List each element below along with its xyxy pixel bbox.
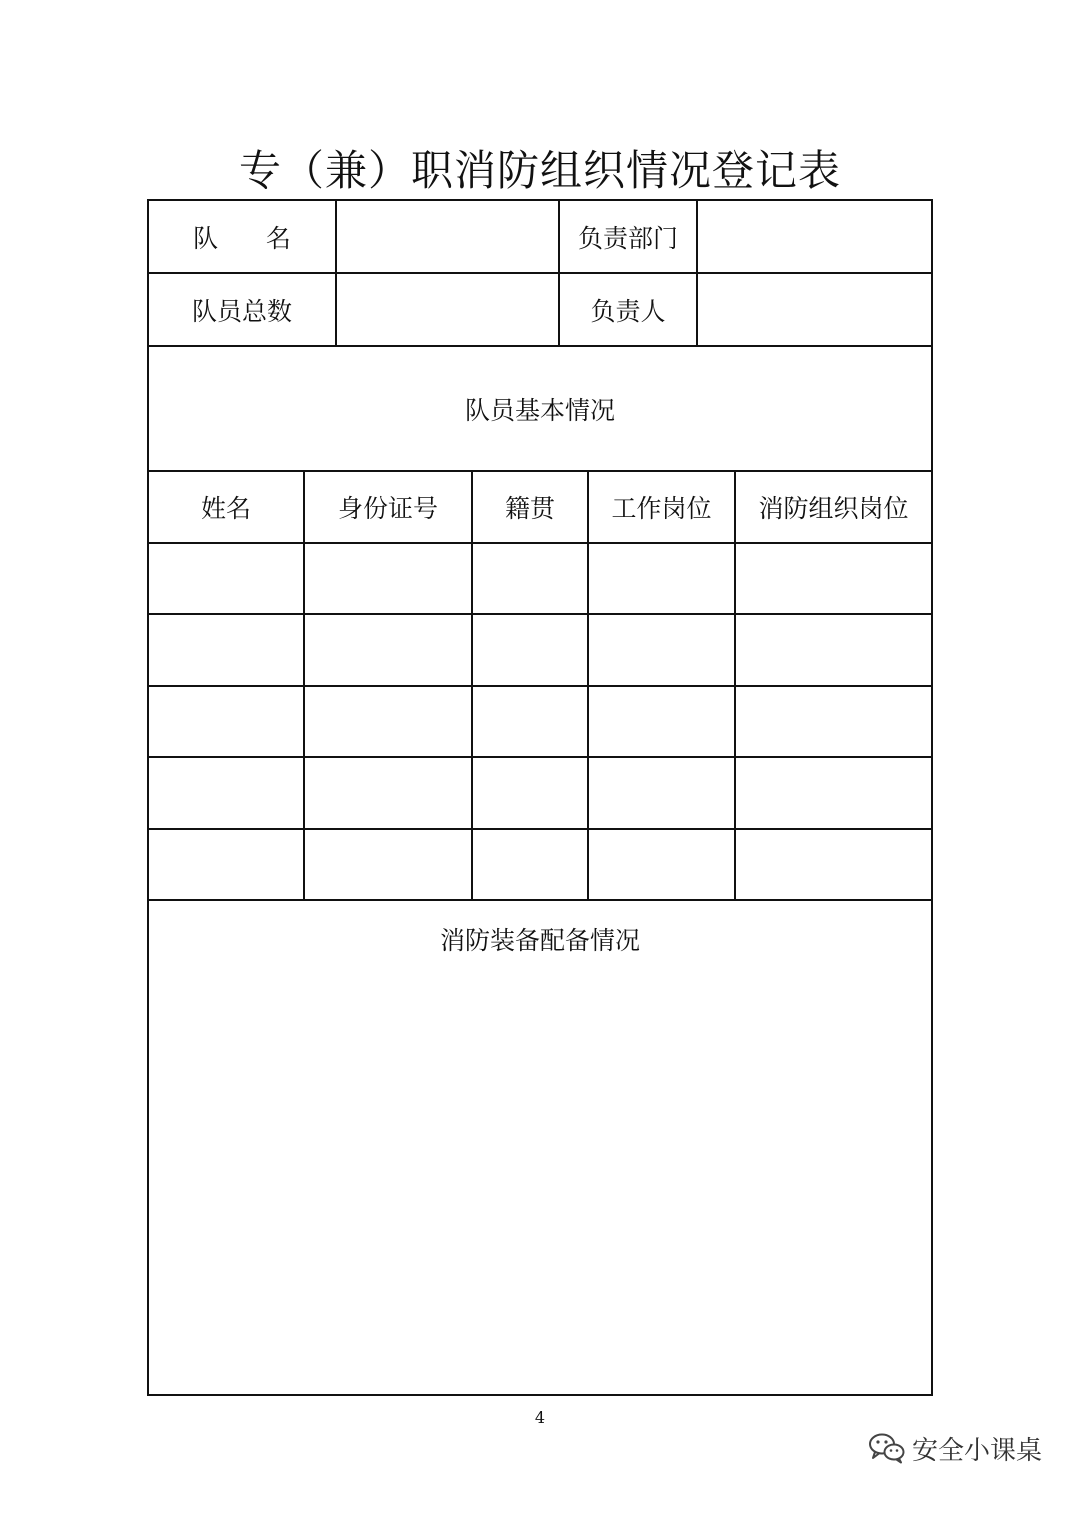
column-header-fire-org-position: 消防组织岗位 [758, 494, 909, 523]
department-label: 负责部门 [577, 223, 678, 253]
table-border-bottom [147, 1394, 933, 1396]
table-row[interactable] [149, 830, 931, 899]
leader-label: 负责人 [590, 296, 666, 326]
watermark [868, 1428, 1042, 1468]
leader-field[interactable] [698, 274, 931, 345]
member-count-field[interactable] [337, 274, 558, 345]
members-section-title: 队员基本情况 [464, 395, 615, 425]
column-header-id-number: 身份证号 [337, 494, 438, 523]
column-header-job-position: 工作岗位 [611, 494, 712, 523]
column-header-native-place: 籍贯 [504, 494, 555, 523]
page-number: 4 [534, 1408, 546, 1427]
table-row[interactable] [149, 687, 931, 756]
watermark-text: 安全小课桌 [912, 1435, 1043, 1466]
member-count-label: 队员总数 [191, 296, 292, 326]
table-row[interactable] [149, 758, 931, 828]
equipment-notes-area[interactable] [149, 977, 931, 1394]
wechat-icon [868, 1432, 906, 1464]
table-border-right [931, 199, 933, 1396]
form-title: 专（兼）职消防组织情况登记表 [238, 146, 841, 195]
column-header-name: 姓名 [200, 494, 251, 523]
team-name-label: 队 名 [193, 223, 291, 253]
department-field[interactable] [698, 201, 931, 272]
table-row[interactable] [149, 615, 931, 685]
team-name-field[interactable] [337, 201, 558, 272]
registration-form [147, 199, 933, 1396]
table-row[interactable] [149, 544, 931, 613]
equipment-section-title: 消防装备配备情况 [439, 926, 640, 955]
